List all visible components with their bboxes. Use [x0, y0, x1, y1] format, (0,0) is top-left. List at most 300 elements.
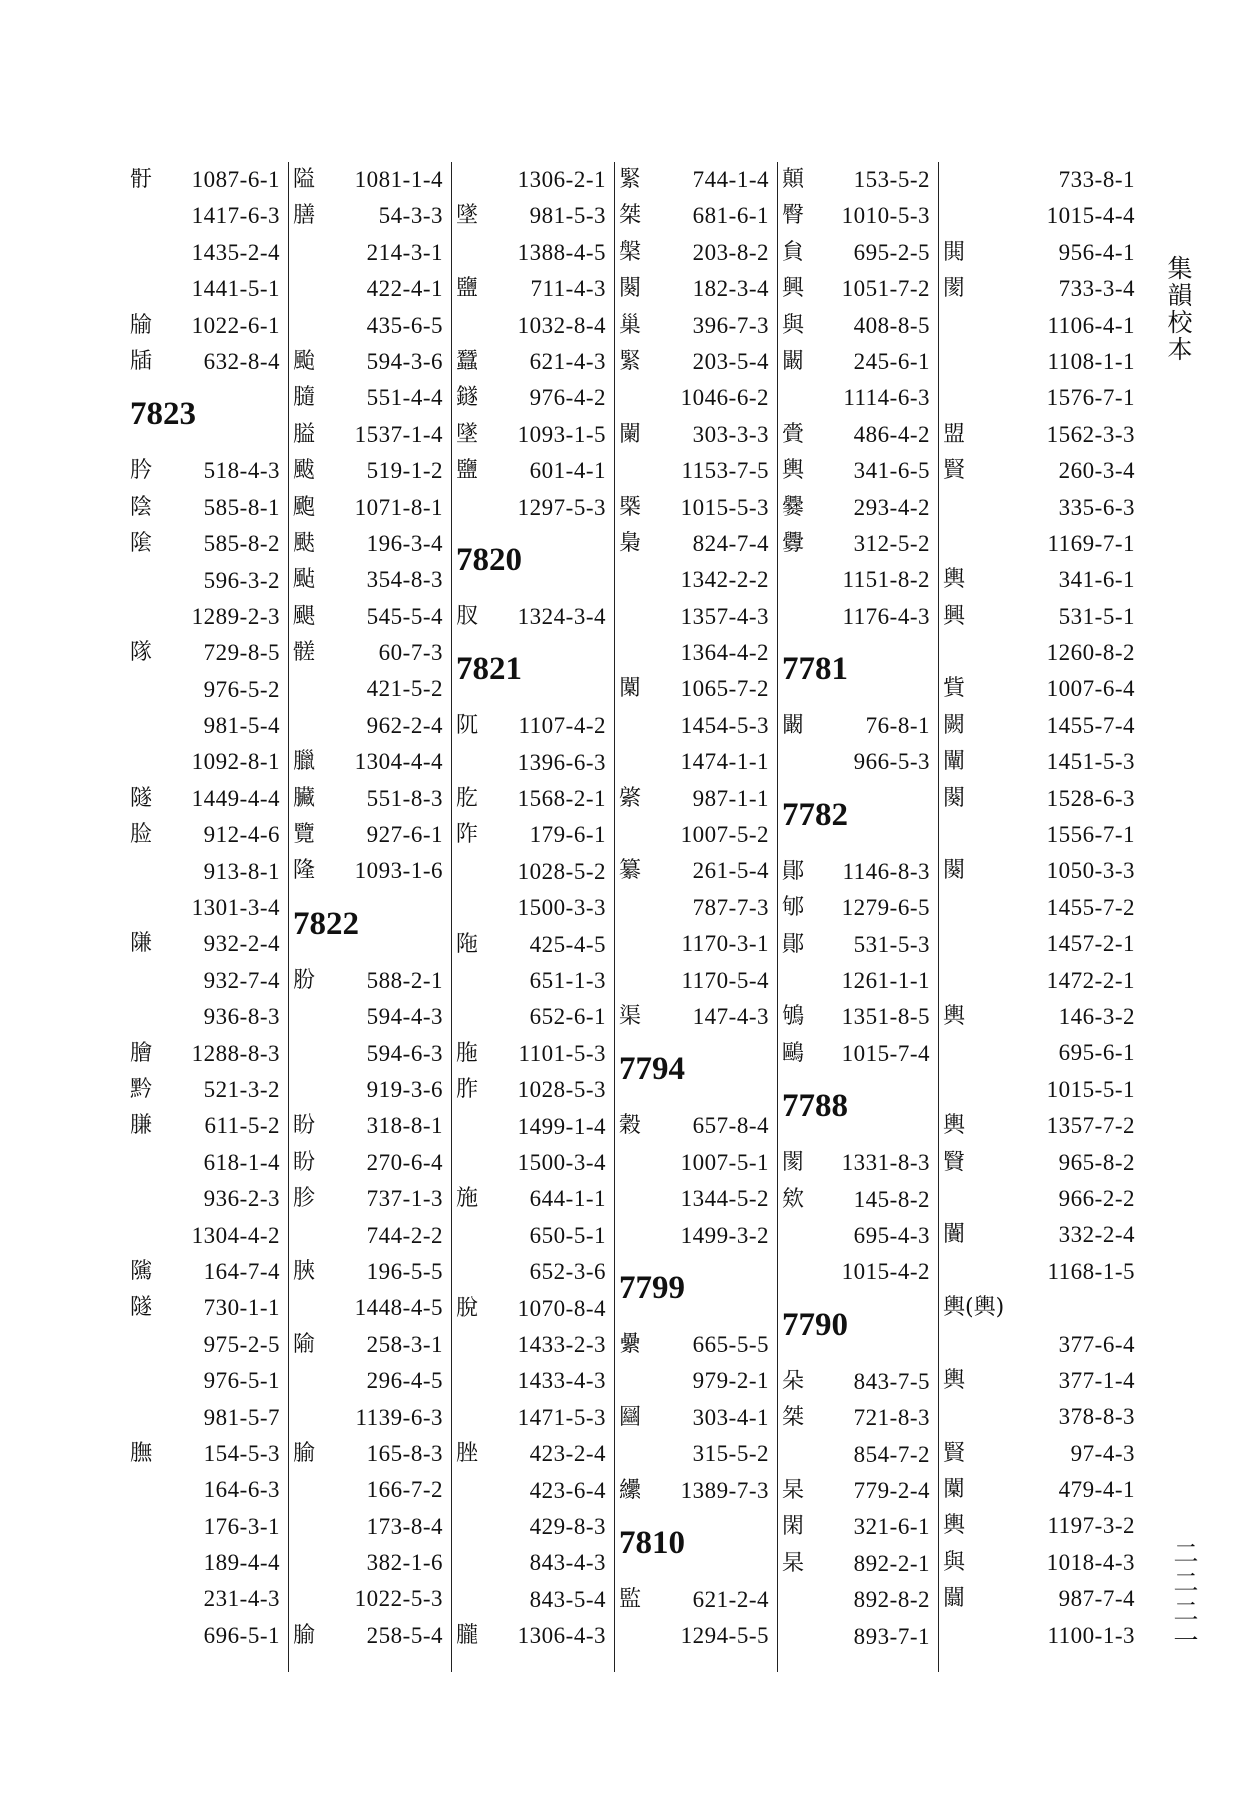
- section-heading: [778, 1072, 938, 1145]
- entry-reference: 1454-5-3: [680, 712, 769, 738]
- index-entry: [615, 490, 777, 526]
- index-entry: [126, 635, 288, 671]
- entry-reference: 1441-5-1: [191, 276, 280, 302]
- entry-reference: 377-1-4: [1058, 1367, 1135, 1393]
- entry-character: 胣: [456, 1040, 479, 1066]
- entry-reference: 981-5-3: [529, 203, 606, 229]
- entry-reference: 551-4-4: [366, 385, 443, 411]
- index-entry: [615, 1145, 777, 1181]
- entry-reference: 824-7-4: [692, 530, 769, 556]
- entry-character: 陰: [130, 494, 153, 520]
- index-entry: [939, 1035, 1143, 1071]
- index-entry: [939, 890, 1143, 926]
- entry-character: 牏: [130, 312, 153, 338]
- index-entry: [939, 635, 1143, 671]
- entry-reference: 165-8-3: [366, 1440, 443, 1466]
- index-entry: [452, 1400, 614, 1436]
- index-entry: [126, 235, 288, 271]
- entry-reference: 733-3-4: [1058, 276, 1135, 302]
- entry-reference: 1018-4-3: [1046, 1549, 1135, 1575]
- entry-reference: 987-1-1: [692, 785, 769, 811]
- entry-reference: 1289-2-3: [191, 603, 280, 629]
- entry-character: 纂: [619, 858, 642, 884]
- index-entry: [615, 1181, 777, 1217]
- entry-reference: 1051-7-2: [841, 276, 930, 302]
- index-entry: [615, 308, 777, 344]
- index-entry: [289, 1181, 451, 1217]
- index-entry: [126, 344, 288, 380]
- index-entry: [778, 526, 938, 562]
- entry-character: 施: [456, 1186, 479, 1212]
- entry-character: 隘: [293, 167, 316, 192]
- entry-reference: 652-6-1: [529, 1004, 606, 1030]
- index-entry: [615, 671, 777, 707]
- entry-reference: 382-1-6: [366, 1550, 443, 1576]
- entry-reference: 1474-1-1: [680, 749, 769, 775]
- entry-character: 隆: [293, 858, 316, 884]
- index-entry: [778, 1437, 938, 1473]
- entry-reference: 730-1-1: [203, 1295, 280, 1321]
- entry-character: 臟: [293, 785, 316, 811]
- entry-character: 闑: [943, 1477, 966, 1503]
- entry-character: 阢: [456, 713, 479, 739]
- index-entry: [615, 708, 777, 744]
- entry-reference: 585-8-1: [203, 494, 280, 520]
- entry-reference: 425-4-5: [529, 931, 606, 957]
- index-entry: [289, 635, 451, 671]
- entry-reference: 196-3-4: [366, 530, 443, 556]
- index-entry: [778, 417, 938, 453]
- index-entry: [452, 1327, 614, 1363]
- entry-reference: 1471-5-3: [517, 1404, 606, 1430]
- entry-reference: 787-7-3: [692, 894, 769, 920]
- entry-reference: 892-2-1: [853, 1550, 930, 1576]
- entry-reference: 1007-5-1: [680, 1149, 769, 1175]
- index-entry: [289, 1472, 451, 1508]
- entry-character: 賢: [943, 1440, 966, 1466]
- entry-reference: 711-4-3: [530, 276, 606, 302]
- index-entry: [615, 198, 777, 234]
- entry-reference: 919-3-6: [366, 1076, 443, 1102]
- index-entry: [289, 1327, 451, 1363]
- entry-character: 脞: [456, 1441, 479, 1467]
- entry-reference: 1304-4-2: [191, 1222, 280, 1248]
- index-entry: [452, 1291, 614, 1327]
- section-code: 7781: [782, 651, 848, 688]
- entry-reference: 1100-1-3: [1047, 1622, 1135, 1648]
- index-entry: [289, 1400, 451, 1436]
- entry-character: 郇: [782, 895, 805, 921]
- entry-reference: 1388-4-5: [517, 239, 606, 265]
- index-entry: [778, 344, 938, 380]
- entry-character: 輿: [943, 1113, 966, 1139]
- entry-character: 臘: [293, 749, 316, 775]
- entry-reference: 737-1-3: [366, 1186, 443, 1212]
- index-entry: [289, 671, 451, 707]
- entry-character: 巢: [619, 312, 642, 338]
- index-entry: [126, 708, 288, 744]
- entry-reference: 1537-1-4: [354, 421, 443, 447]
- index-entry: [615, 599, 777, 635]
- entry-character: 闕: [943, 712, 966, 738]
- index-entry: [939, 1327, 1143, 1363]
- index-entry: [452, 1363, 614, 1399]
- entry-reference: 976-4-2: [529, 385, 606, 411]
- entry-reference: 1449-4-4: [191, 785, 280, 811]
- index-entry: [615, 1400, 777, 1436]
- index-entry: [615, 235, 777, 271]
- index-entry: [289, 526, 451, 562]
- index-entry: [939, 744, 1143, 780]
- entry-reference: 164-6-3: [203, 1477, 280, 1503]
- entry-reference: 231-4-3: [203, 1586, 280, 1612]
- entry-reference: 1576-7-1: [1046, 385, 1135, 411]
- index-entry: [289, 453, 451, 489]
- index-entry: [452, 1582, 614, 1618]
- entry-character: 鄖: [782, 931, 805, 957]
- entry-character: 膾: [130, 1040, 153, 1066]
- entry-reference: 518-4-3: [203, 458, 280, 484]
- entry-reference: 843-7-5: [853, 1368, 930, 1394]
- entry-character: 鴝: [782, 1004, 805, 1030]
- entry-reference: 196-5-5: [366, 1258, 443, 1284]
- index-column-4: [615, 162, 778, 1672]
- index-entry: [939, 963, 1143, 999]
- index-entry: [126, 453, 288, 489]
- entry-reference: 927-6-1: [366, 822, 443, 848]
- index-column-5: [778, 162, 939, 1672]
- entry-character: 隒: [130, 931, 153, 957]
- index-entry: [126, 999, 288, 1035]
- index-entry: [615, 1436, 777, 1472]
- index-entry: [126, 1290, 288, 1326]
- index-entry: [452, 963, 614, 999]
- entry-character: 朵: [782, 1368, 805, 1394]
- entry-reference: 293-4-2: [853, 494, 930, 520]
- entry-reference: 1499-1-4: [517, 1113, 606, 1139]
- entry-reference: 611-5-2: [204, 1113, 280, 1139]
- entry-reference: 341-6-1: [1058, 567, 1135, 593]
- section-heading: [615, 1035, 777, 1108]
- entry-reference: 1046-6-2: [680, 385, 769, 411]
- index-entry: [939, 1472, 1143, 1508]
- index-entry: [939, 526, 1143, 562]
- entry-reference: 1306-4-3: [517, 1623, 606, 1649]
- index-entry: [452, 417, 614, 453]
- section-code: 7794: [619, 1051, 685, 1088]
- index-entry: [452, 890, 614, 926]
- index-entry: [452, 1181, 614, 1217]
- entry-character: 颱: [293, 348, 316, 374]
- entry-reference: 1261-1-1: [841, 968, 930, 994]
- entry-character: 黔: [130, 1076, 153, 1102]
- entry-character: 桀: [782, 1405, 805, 1431]
- index-entry: [126, 526, 288, 562]
- entry-character: 閡: [943, 276, 966, 302]
- index-entry: [126, 781, 288, 817]
- entry-reference: 296-4-5: [366, 1368, 443, 1394]
- entry-reference: 651-1-3: [529, 968, 606, 994]
- entry-reference: 146-3-2: [1058, 1003, 1135, 1029]
- entry-reference: 681-6-1: [692, 203, 769, 229]
- entry-character: 闋: [619, 276, 642, 302]
- entry-reference: 695-6-1: [1058, 1040, 1135, 1066]
- entry-character: 闞: [782, 348, 805, 374]
- entry-reference: 147-4-3: [692, 1003, 769, 1029]
- entry-reference: 521-3-2: [203, 1076, 280, 1102]
- index-entry: [126, 672, 288, 708]
- index-entry: [289, 1108, 451, 1144]
- entry-reference: 153-5-2: [853, 167, 930, 192]
- index-entry: [778, 235, 938, 271]
- index-entry: [126, 963, 288, 999]
- index-entry: [939, 490, 1143, 526]
- entry-character: 圝: [619, 1404, 642, 1430]
- index-entry: [126, 490, 288, 526]
- entry-reference: 696-5-1: [203, 1622, 280, 1648]
- entry-reference: 396-7-3: [692, 312, 769, 338]
- index-entry: [615, 781, 777, 817]
- entry-reference: 1081-1-4: [354, 167, 443, 192]
- entry-reference: 377-6-4: [1058, 1331, 1135, 1357]
- index-entry: [615, 162, 777, 198]
- index-entry: [939, 1545, 1143, 1581]
- index-entry: [452, 380, 614, 416]
- entry-reference: 1176-4-3: [842, 603, 930, 629]
- entry-reference: 594-4-3: [366, 1004, 443, 1030]
- section-code: 7822: [293, 905, 359, 942]
- entry-reference: 258-3-1: [366, 1331, 443, 1357]
- entry-character: 顛: [782, 167, 805, 192]
- entry-character: 闑: [619, 676, 642, 702]
- index-entry: [615, 926, 777, 962]
- index-entry: [939, 817, 1143, 853]
- entry-character: 爨: [782, 494, 805, 520]
- entry-reference: 1306-2-1: [517, 167, 606, 192]
- index-entry: [778, 453, 938, 489]
- index-entry: [939, 1581, 1143, 1617]
- entry-reference: 1301-3-4: [191, 895, 280, 921]
- index-entry: [615, 562, 777, 598]
- index-entry: [126, 271, 288, 307]
- index-entry: [939, 599, 1143, 635]
- entry-reference: 260-3-4: [1058, 458, 1135, 484]
- index-entry: [615, 744, 777, 780]
- entry-character: 臀: [782, 203, 805, 229]
- entry-character: 輿(輿): [943, 1295, 1005, 1321]
- index-entry: [778, 1036, 938, 1072]
- entry-reference: 962-2-4: [366, 712, 443, 738]
- entry-reference: 721-8-3: [853, 1405, 930, 1431]
- entry-character: 鷗: [782, 1040, 805, 1066]
- section-heading: [615, 1509, 777, 1582]
- entry-reference: 1050-3-3: [1046, 858, 1135, 884]
- entry-reference: 1351-8-5: [841, 1004, 930, 1030]
- entry-reference: 1022-6-1: [191, 312, 280, 338]
- index-entry: [939, 1508, 1143, 1544]
- entry-reference: 1087-6-1: [191, 167, 280, 192]
- index-column-6: [939, 162, 1143, 1672]
- entry-reference: 665-5-5: [692, 1331, 769, 1357]
- index-entry: [126, 1400, 288, 1436]
- index-entry: [939, 380, 1143, 416]
- entry-reference: 932-7-4: [203, 967, 280, 993]
- entry-reference: 744-1-4: [692, 167, 769, 192]
- entry-reference: 1433-2-3: [517, 1331, 606, 1357]
- section-heading: [778, 781, 938, 854]
- index-entry: [939, 708, 1143, 744]
- entry-character: 闌: [619, 421, 642, 447]
- entry-reference: 657-8-4: [692, 1113, 769, 1139]
- entry-reference: 1528-6-3: [1046, 785, 1135, 811]
- entry-reference: 912-4-6: [203, 822, 280, 848]
- entry-reference: 843-4-3: [529, 1550, 606, 1576]
- entry-reference: 315-5-2: [692, 1441, 769, 1467]
- entry-reference: 621-2-4: [692, 1586, 769, 1612]
- entry-character: 閡: [782, 1150, 805, 1176]
- entry-reference: 779-2-4: [853, 1477, 930, 1503]
- index-entry: [615, 1473, 777, 1509]
- entry-character: 賫: [782, 421, 805, 447]
- entry-reference: 1304-4-4: [354, 749, 443, 775]
- entry-reference: 60-7-3: [378, 640, 443, 666]
- index-entry: [289, 781, 451, 817]
- index-entry: [778, 890, 938, 926]
- index-entry: [126, 1145, 288, 1181]
- index-entry: [778, 999, 938, 1035]
- entry-reference: 596-3-2: [203, 567, 280, 593]
- entry-reference: 1448-4-5: [354, 1295, 443, 1321]
- entry-reference: 1435-2-4: [191, 239, 280, 265]
- entry-character: 渠: [619, 1003, 642, 1029]
- entry-reference: 261-5-4: [692, 858, 769, 884]
- entry-character: 脸: [130, 822, 153, 848]
- index-entry: [289, 1545, 451, 1581]
- entry-reference: 1092-8-1: [191, 749, 280, 775]
- index-entry: [452, 490, 614, 526]
- entry-reference: 1457-2-1: [1046, 931, 1135, 957]
- entry-character: 閧: [943, 239, 966, 265]
- entry-reference: 1093-1-5: [517, 421, 606, 447]
- entry-reference: 588-2-1: [366, 967, 443, 993]
- index-entry: [289, 271, 451, 307]
- entry-character: 穀: [619, 1113, 642, 1139]
- entry-reference: 545-5-4: [366, 603, 443, 629]
- entry-reference: 1417-6-3: [191, 203, 280, 229]
- entry-character: 綮: [619, 785, 642, 811]
- entry-character: 閑: [782, 1514, 805, 1540]
- index-entry: [615, 453, 777, 489]
- entry-character: 鹽: [456, 458, 479, 484]
- entry-character: 盼: [293, 1149, 316, 1175]
- entry-character: 膸: [293, 385, 316, 411]
- index-entry: [778, 744, 938, 780]
- index-entry: [289, 380, 451, 416]
- index-entry: [939, 1108, 1143, 1144]
- entry-reference: 1297-5-3: [517, 494, 606, 520]
- entry-character: 隊: [130, 640, 153, 666]
- index-entry: [126, 308, 288, 344]
- index-entry: [126, 1581, 288, 1617]
- entry-reference: 422-4-1: [366, 276, 443, 302]
- entry-reference: 408-8-5: [853, 312, 930, 338]
- entry-reference: 270-6-4: [366, 1149, 443, 1175]
- entry-character: 盟: [943, 421, 966, 447]
- index-entry: [126, 1472, 288, 1508]
- index-entry: [289, 562, 451, 598]
- entry-reference: 966-2-2: [1058, 1185, 1135, 1211]
- entry-reference: 965-8-2: [1058, 1149, 1135, 1175]
- index-entry: [126, 1254, 288, 1290]
- entry-character: 腧: [293, 1440, 316, 1466]
- index-entry: [615, 526, 777, 562]
- entry-reference: 854-7-2: [853, 1441, 930, 1467]
- entry-reference: 332-2-4: [1058, 1222, 1135, 1248]
- index-entry: [126, 854, 288, 890]
- entry-reference: 618-1-4: [203, 1149, 280, 1175]
- index-entry: [939, 198, 1143, 234]
- entry-reference: 1106-4-1: [1047, 312, 1135, 338]
- entry-reference: 594-3-6: [366, 348, 443, 374]
- entry-character: 闞: [782, 713, 805, 739]
- index-entry: [452, 1072, 614, 1108]
- entry-character: 杲: [782, 1477, 805, 1503]
- index-entry: [452, 1109, 614, 1145]
- entry-reference: 378-8-3: [1058, 1404, 1135, 1430]
- entry-reference: 932-2-4: [203, 931, 280, 957]
- entry-reference: 695-4-3: [853, 1222, 930, 1248]
- entry-reference: 1331-8-3: [841, 1150, 930, 1176]
- entry-reference: 1389-7-3: [680, 1477, 769, 1503]
- index-entry: [939, 162, 1143, 198]
- entry-character: 興: [943, 603, 966, 629]
- entry-reference: 1151-8-2: [842, 567, 930, 593]
- entry-reference: 145-8-2: [853, 1186, 930, 1212]
- entry-reference: 585-8-2: [203, 531, 280, 557]
- entry-character: 脥: [293, 1258, 316, 1284]
- index-entry: [778, 271, 938, 307]
- entry-character: 陁: [456, 931, 479, 957]
- entry-character: 輿: [782, 458, 805, 484]
- entry-reference: 632-8-4: [203, 348, 280, 374]
- index-entry: [452, 999, 614, 1035]
- entry-reference: 601-4-1: [529, 458, 606, 484]
- entry-character: 胙: [456, 1077, 479, 1103]
- entry-character: 緊: [619, 348, 642, 374]
- index-entry: [289, 744, 451, 780]
- entry-reference: 1071-8-1: [354, 494, 443, 520]
- entry-reference: 1107-4-2: [518, 713, 606, 739]
- entry-reference: 1007-5-2: [680, 822, 769, 848]
- entry-character: 貟: [782, 239, 805, 265]
- entry-reference: 354-8-3: [366, 567, 443, 593]
- index-entry: [615, 1618, 777, 1654]
- index-entry: [126, 1181, 288, 1217]
- index-entry: [452, 854, 614, 890]
- index-entry: [615, 380, 777, 416]
- entry-character: 鐩: [456, 385, 479, 411]
- entry-character: 肣: [130, 458, 153, 484]
- entry-reference: 1562-3-3: [1046, 421, 1135, 447]
- entry-character: 颫: [293, 530, 316, 556]
- index-entry: [126, 1545, 288, 1581]
- index-entry: [615, 271, 777, 307]
- entry-reference: 1015-7-4: [841, 1040, 930, 1066]
- entry-reference: 1472-2-1: [1046, 967, 1135, 993]
- entry-reference: 1101-5-3: [518, 1040, 606, 1066]
- entry-character: 墜: [456, 203, 479, 229]
- index-entry: [452, 1254, 614, 1290]
